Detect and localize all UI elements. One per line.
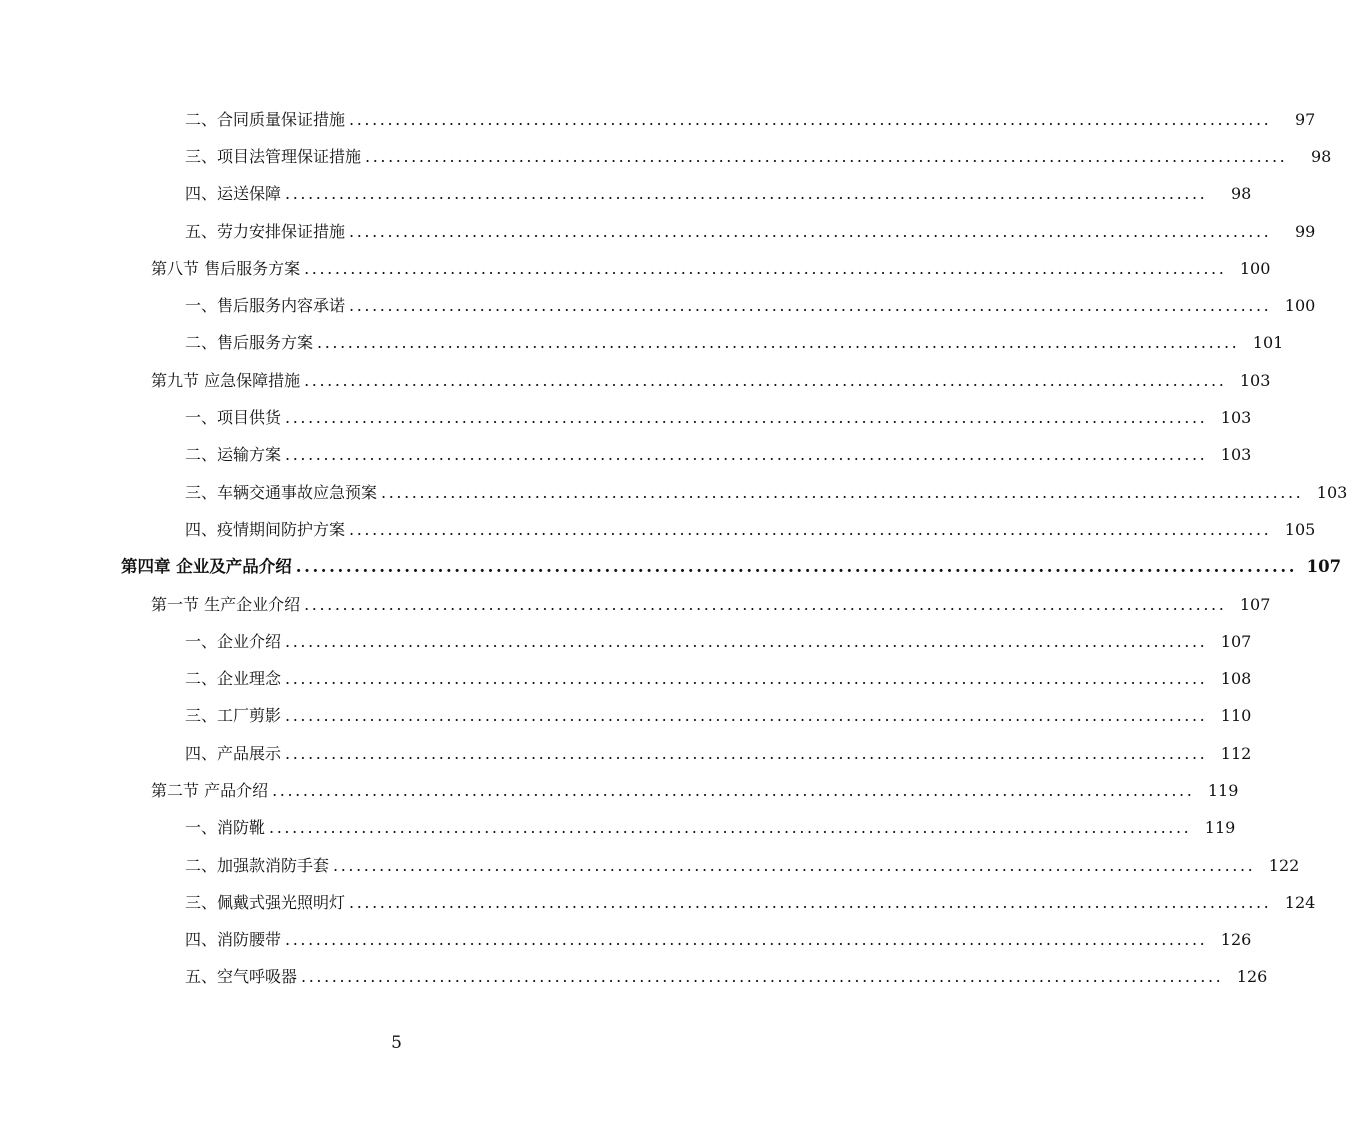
toc-subsection-entry[interactable] bbox=[0, 213, 1316, 250]
toc-dot-leader: ........................................................................................................................ bbox=[301, 967, 1224, 987]
toc-dot-leader: ........................................................................................................................ bbox=[304, 370, 1227, 390]
toc-dot-leader: ........................................................................................................................ bbox=[349, 892, 1272, 912]
toc-entry-page: 103 bbox=[1316, 482, 1347, 502]
toc-entry-title: 第一节 生产企业介绍 bbox=[151, 594, 301, 614]
toc-dot-leader: ........................................................................................................................ bbox=[285, 930, 1208, 950]
toc-dot-leader: ........................................................................................................................ bbox=[285, 706, 1208, 726]
toc-entry-page: 99 bbox=[1294, 221, 1316, 241]
toc-entry-page: 107 bbox=[1220, 631, 1252, 651]
toc-entry-page: 126 bbox=[1236, 967, 1268, 987]
toc-entry-title: 第四章 企业及产品介绍 bbox=[121, 557, 292, 577]
toc-entry-title: 三、项目法管理保证措施 bbox=[185, 146, 362, 166]
toc-dot-leader: ........................................................................................................................ bbox=[317, 333, 1240, 353]
toc-entry-title: 一、项目供货 bbox=[185, 408, 282, 428]
toc-entry-title: 二、运输方案 bbox=[185, 445, 282, 465]
toc-subsection-entry[interactable] bbox=[0, 287, 1316, 324]
toc-entry-page: 107 bbox=[1306, 557, 1342, 577]
toc-entry-title: 三、车辆交通事故应急预案 bbox=[185, 482, 378, 502]
toc-dot-leader: ........................................................................................................................ bbox=[381, 482, 1304, 502]
toc-dot-leader: ........................................................................................................................ bbox=[285, 445, 1208, 465]
toc-dot-leader: ........................................................................................................................ bbox=[349, 109, 1272, 129]
toc-entry-title: 二、合同质量保证措施 bbox=[185, 109, 346, 129]
toc-subsection-entry[interactable] bbox=[0, 101, 1316, 138]
toc-entry-page: 119 bbox=[1207, 780, 1239, 800]
table-of-contents bbox=[0, 101, 1347, 996]
toc-entry-title: 第九节 应急保障措施 bbox=[151, 370, 301, 390]
toc-entry-page: 122 bbox=[1268, 855, 1300, 875]
toc-subsection-entry[interactable] bbox=[0, 735, 1252, 772]
toc-entry-title: 二、加强款消防手套 bbox=[185, 855, 330, 875]
toc-entry-page: 112 bbox=[1220, 743, 1252, 763]
toc-entry-page: 98 bbox=[1310, 146, 1332, 166]
toc-entry-page: 105 bbox=[1284, 519, 1316, 539]
toc-section-entry[interactable] bbox=[0, 586, 1271, 623]
toc-entry-title: 第八节 售后服务方案 bbox=[151, 258, 301, 278]
toc-subsection-entry[interactable] bbox=[0, 623, 1252, 660]
toc-dot-leader: ........................................................................................................................ bbox=[333, 855, 1256, 875]
toc-entry-page: 108 bbox=[1220, 669, 1252, 689]
toc-subsection-entry[interactable] bbox=[0, 959, 1268, 996]
toc-section-entry[interactable] bbox=[0, 772, 1239, 809]
toc-entry-title: 四、疫情期间防护方案 bbox=[185, 519, 346, 539]
toc-entry-page: 126 bbox=[1220, 930, 1252, 950]
toc-dot-leader: ........................................................................................................................ bbox=[349, 296, 1272, 316]
toc-entry-page: 107 bbox=[1239, 594, 1271, 614]
toc-entry-page: 97 bbox=[1294, 109, 1316, 129]
toc-subsection-entry[interactable] bbox=[0, 138, 1332, 175]
toc-subsection-entry[interactable] bbox=[0, 810, 1236, 847]
toc-dot-leader: ........................................................................................................................ bbox=[272, 780, 1195, 800]
toc-subsection-entry[interactable] bbox=[0, 847, 1300, 884]
toc-dot-leader: ........................................................................................................................ bbox=[285, 184, 1208, 204]
toc-subsection-entry[interactable] bbox=[0, 399, 1252, 436]
toc-dot-leader: ........................................................................................................................ bbox=[349, 519, 1272, 539]
toc-section-entry[interactable] bbox=[0, 362, 1271, 399]
toc-entry-page: 103 bbox=[1220, 408, 1252, 428]
toc-dot-leader: ........................................................................................................................ bbox=[304, 594, 1227, 614]
toc-entry-title: 四、运送保障 bbox=[185, 184, 282, 204]
toc-subsection-entry[interactable] bbox=[0, 437, 1252, 474]
toc-entry-page: 101 bbox=[1252, 333, 1284, 353]
toc-entry-title: 四、产品展示 bbox=[185, 743, 282, 763]
toc-entry-title: 三、工厂剪影 bbox=[185, 706, 282, 726]
toc-entry-title: 四、消防腰带 bbox=[185, 930, 282, 950]
toc-entry-title: 一、企业介绍 bbox=[185, 631, 282, 651]
toc-subsection-entry[interactable] bbox=[0, 176, 1252, 213]
toc-dot-leader: ........................................................................................................................ bbox=[285, 669, 1208, 689]
toc-entry-title: 五、空气呼吸器 bbox=[185, 967, 298, 987]
toc-entry-page: 100 bbox=[1239, 258, 1271, 278]
toc-dot-leader: ........................................................................................................................ bbox=[285, 408, 1208, 428]
toc-subsection-entry[interactable] bbox=[0, 511, 1316, 548]
toc-section-entry[interactable] bbox=[0, 250, 1271, 287]
toc-entry-title: 二、企业理念 bbox=[185, 669, 282, 689]
toc-dot-leader: ........................................................................................................................ bbox=[285, 743, 1208, 763]
toc-dot-leader: ........................................................................................................................ bbox=[295, 557, 1298, 577]
toc-dot-leader: ........................................................................................................................ bbox=[365, 146, 1288, 166]
toc-entry-title: 二、售后服务方案 bbox=[185, 333, 314, 353]
toc-chapter-entry[interactable] bbox=[0, 549, 1342, 586]
page-number: 5 bbox=[391, 1033, 402, 1053]
toc-subsection-entry[interactable] bbox=[0, 884, 1316, 921]
toc-entry-page: 110 bbox=[1220, 706, 1252, 726]
toc-entry-page: 100 bbox=[1284, 296, 1316, 316]
toc-subsection-entry[interactable] bbox=[0, 325, 1284, 362]
toc-entry-page: 103 bbox=[1220, 445, 1252, 465]
toc-subsection-entry[interactable] bbox=[0, 660, 1252, 697]
toc-entry-title: 一、消防靴 bbox=[185, 818, 266, 838]
toc-entry-page: 124 bbox=[1284, 892, 1316, 912]
toc-entry-title: 一、售后服务内容承诺 bbox=[185, 296, 346, 316]
toc-entry-title: 五、劳力安排保证措施 bbox=[185, 221, 346, 241]
toc-dot-leader: ........................................................................................................................ bbox=[349, 221, 1272, 241]
toc-entry-page: 98 bbox=[1230, 184, 1252, 204]
toc-dot-leader: ........................................................................................................................ bbox=[285, 631, 1208, 651]
toc-entry-title: 三、佩戴式强光照明灯 bbox=[185, 892, 346, 912]
toc-entry-page: 119 bbox=[1204, 818, 1236, 838]
toc-dot-leader: ........................................................................................................................ bbox=[269, 818, 1192, 838]
toc-entry-page: 103 bbox=[1239, 370, 1271, 390]
toc-subsection-entry[interactable] bbox=[0, 474, 1347, 511]
toc-subsection-entry[interactable] bbox=[0, 698, 1252, 735]
toc-entry-title: 第二节 产品介绍 bbox=[151, 780, 269, 800]
toc-dot-leader: ........................................................................................................................ bbox=[304, 258, 1227, 278]
toc-subsection-entry[interactable] bbox=[0, 922, 1252, 959]
